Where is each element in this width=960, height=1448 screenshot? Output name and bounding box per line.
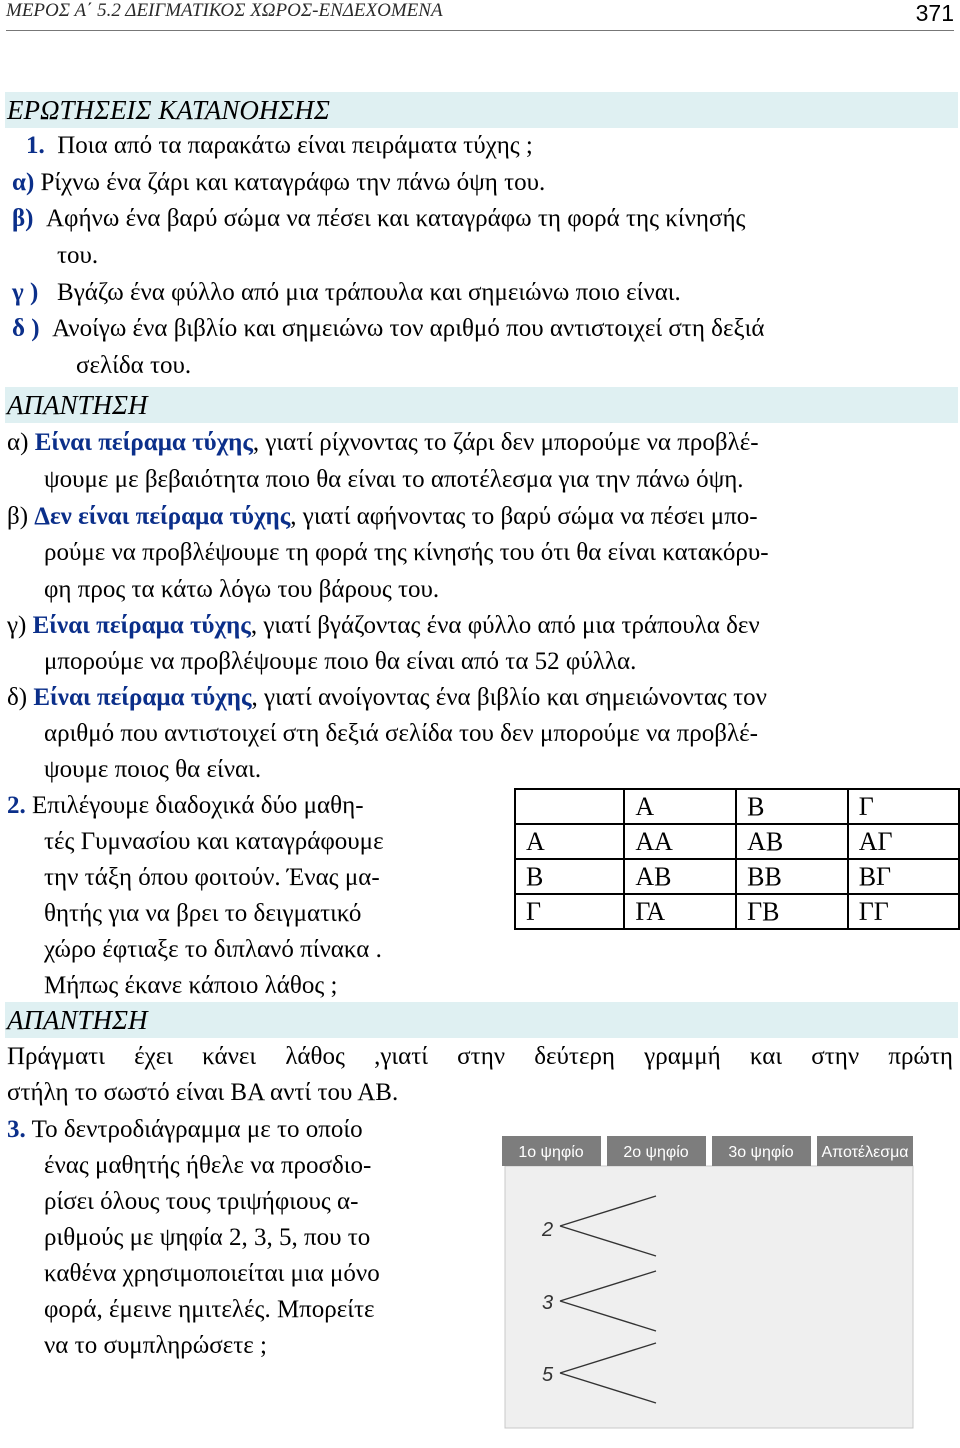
a1-item-c <box>7 608 760 644</box>
table-cell: ΓΑ <box>624 894 736 929</box>
table-cell: ΓΒ <box>736 894 848 929</box>
table-header-row <box>515 789 959 824</box>
q2-line2: τές Γυμνασίου και καταγράφουμε <box>44 828 384 855</box>
q1-d-text: Ανοίγω ένα βιβλίο και σημειώνω τον αριθμό που αντιστοιχεί στη δεξιά <box>52 315 765 342</box>
q3-line7: να το συμπληρώσετε ; <box>44 1332 267 1359</box>
q1-b-label: β) <box>12 205 34 232</box>
q2-line6: Μήπως έκανε κάποιο λάθος ; <box>44 972 338 999</box>
table-cell: ΓΓ <box>848 894 959 929</box>
q1-option-a <box>12 165 545 201</box>
q3-line2: ένας μαθητής ήθελε να προσδιο- <box>44 1152 372 1179</box>
section-title-band <box>5 92 958 128</box>
a1-a-bold: Είναι πείραμα τύχης <box>34 429 253 456</box>
table-cell: Γ <box>515 894 624 929</box>
q2-line4: θητής για να βρει το δειγματικό <box>44 900 362 927</box>
q1-b-text: Αφήνω ένα βαρύ σώμα να πέσει και καταγράφω τη φορά της κίνησής <box>46 205 746 232</box>
q3-line6: φορά, έμεινε ημιτελές. Μπορείτε <box>44 1296 375 1323</box>
answer1-band <box>5 387 958 423</box>
chapter-title: ΜΕΡΟΣ Α΄ 5.2 ΔΕΙΓΜΑΤΙΚΟΣ ΧΩΡΟΣ-ΕΝΔΕΧΟΜΕΝΑ <box>6 0 443 21</box>
q1-question <box>26 128 533 164</box>
q1-a-text: Ρίχνω ένα ζάρι και καταγράφω την πάνω όψη του. <box>40 169 546 196</box>
q2-text-line1: Επιλέγουμε διαδοχικά δύο μαθη- <box>32 792 364 819</box>
tree-header-4: Αποτέλεσμα <box>821 1144 909 1161</box>
a1-d-bold: Είναι πείραμα τύχης <box>33 684 252 711</box>
a1-d-rest: , γιατί ανοίγοντας ένα βιβλίο και σημειώνοντας τον <box>251 684 767 711</box>
q1-c-text: Βγάζω ένα φύλλο από μια τράπουλα και σημειώνω ποιο είναι. <box>57 279 681 306</box>
tree-header-1: 1ο ψηφίο <box>518 1144 584 1161</box>
a1-item-b-line3: φη προς τα κάτω λόγω του βάρους του. <box>44 576 440 603</box>
q3-line1 <box>7 1112 363 1148</box>
a2-line2: στήλη το σωστό είναι ΒΑ αντί του ΑΒ. <box>7 1079 399 1106</box>
a1-a-rest: , γιατί ρίχνοντας το ζάρι δεν μπορούμε να προβλέ- <box>252 429 759 456</box>
q1-option-b <box>12 201 745 237</box>
answer2-band <box>5 1002 958 1038</box>
a1-item-a-line2: ψουμε με βεβαιότητα ποιο θα είναι το αποτέλεσμα για την πάνω όψη. <box>44 466 744 493</box>
q1-option-d <box>12 311 764 347</box>
table-cell: Α <box>515 824 624 859</box>
table-cell: ΑΒ <box>736 824 848 859</box>
answer2-label: ΑΠΑΝΤΗΣΗ <box>7 1005 148 1035</box>
table-cell <box>515 789 624 824</box>
table-row <box>515 824 959 859</box>
tree-header-2: 2ο ψηφίο <box>623 1144 689 1161</box>
table-cell: Α <box>624 789 736 824</box>
q1-option-c <box>12 275 681 311</box>
a1-b-rest: , γιατί αφήνοντας το βαρύ σώμα να πέσει μπο- <box>290 503 758 530</box>
a1-item-d-line2: αριθμό που αντιστοιχεί στη δεξιά σελίδα του δεν μπορούμε να προβλέ- <box>44 720 758 747</box>
a1-c-label: γ) <box>7 612 27 639</box>
q3-line5: καθένα χρησιμοποιείται μια μόνο <box>44 1260 380 1287</box>
a1-item-d-line3: ψουμε ποιος θα είναι. <box>44 756 262 783</box>
q1-a-label: α) <box>12 169 35 196</box>
answer1-label: ΑΠΑΝΤΗΣΗ <box>7 390 148 420</box>
a1-d-label: δ) <box>7 684 28 711</box>
q1-c-label: γ ) <box>12 279 39 306</box>
a1-a-label: α) <box>7 429 29 456</box>
a1-item-c-line2: μπορούμε να προβλέψουμε ποιο θα είναι από τα 52 φύλλα. <box>44 648 637 675</box>
tree-node-2: 2 <box>542 1219 554 1241</box>
page-number: 371 <box>915 0 954 26</box>
tree-node-3: 3 <box>542 1292 554 1314</box>
q2-line3: την τάξη όπου φοιτούν. Ένας μα- <box>44 864 380 891</box>
q3-number: 3. <box>7 1116 26 1143</box>
q3-line3: ρίσει όλους τους τριψήφιους α- <box>44 1188 359 1215</box>
a1-b-label: β) <box>7 503 29 530</box>
tree-panel <box>505 1166 913 1428</box>
a1-item-b-line2: ρούμε να προβλέψουμε τη φορά της κίνησής του ότι θα είναι κατακόρυ- <box>44 539 769 566</box>
a1-item-d <box>7 680 767 716</box>
table-row <box>515 859 959 894</box>
table-cell: ΒΓ <box>848 859 959 894</box>
table-cell: ΑΑ <box>624 824 736 859</box>
q1-d-label: δ ) <box>12 315 40 342</box>
q1-number: 1. <box>26 132 45 159</box>
q2-number: 2. <box>7 792 26 819</box>
table-cell: Β <box>515 859 624 894</box>
a1-c-rest: , γιατί βγάζοντας ένα φύλλο από μια τράπουλα δεν <box>250 612 760 639</box>
a2-line1: Πράγματι έχει κάνει λάθος ,γιατί στην δεύτερη γραμμή και στην πρώτη <box>7 1043 953 1070</box>
table-cell: ΑΓ <box>848 824 959 859</box>
q2-line1 <box>7 788 364 824</box>
q3-line4: ριθμούς με ψηφία 2, 3, 5, που το <box>44 1224 371 1251</box>
a1-item-a <box>7 425 759 461</box>
q1-option-b-cont: του. <box>57 242 99 269</box>
a1-b-bold: Δεν είναι πείραμα τύχης <box>34 503 291 530</box>
a1-item-b <box>7 499 758 535</box>
q3-text-line1: Το δεντροδιάγραμμα με το οποίο <box>31 1116 363 1143</box>
q2-line5: χώρο έφτιαξε το διπλανό πίνακα . <box>44 936 382 963</box>
header-rule <box>6 30 954 31</box>
page-header <box>6 0 954 30</box>
sample-space-table <box>514 788 960 930</box>
tree-header-3: 3ο ψηφίο <box>728 1144 794 1161</box>
a1-c-bold: Είναι πείραμα τύχης <box>32 612 251 639</box>
section-title: ΕΡΩΤΗΣΕΙΣ ΚΑΤΑΝΟΗΣΗΣ <box>7 95 330 125</box>
tree-diagram <box>500 1130 914 1430</box>
table-row <box>515 894 959 929</box>
table-cell: Γ <box>848 789 959 824</box>
table-cell: ΑΒ <box>624 859 736 894</box>
table-cell: ΒΒ <box>736 859 848 894</box>
q1-option-d-cont: σελίδα του. <box>76 352 192 379</box>
table-cell: Β <box>736 789 848 824</box>
q1-text: Ποια από τα παρακάτω είναι πειράματα τύχης ; <box>57 132 533 159</box>
tree-node-5: 5 <box>542 1364 554 1386</box>
